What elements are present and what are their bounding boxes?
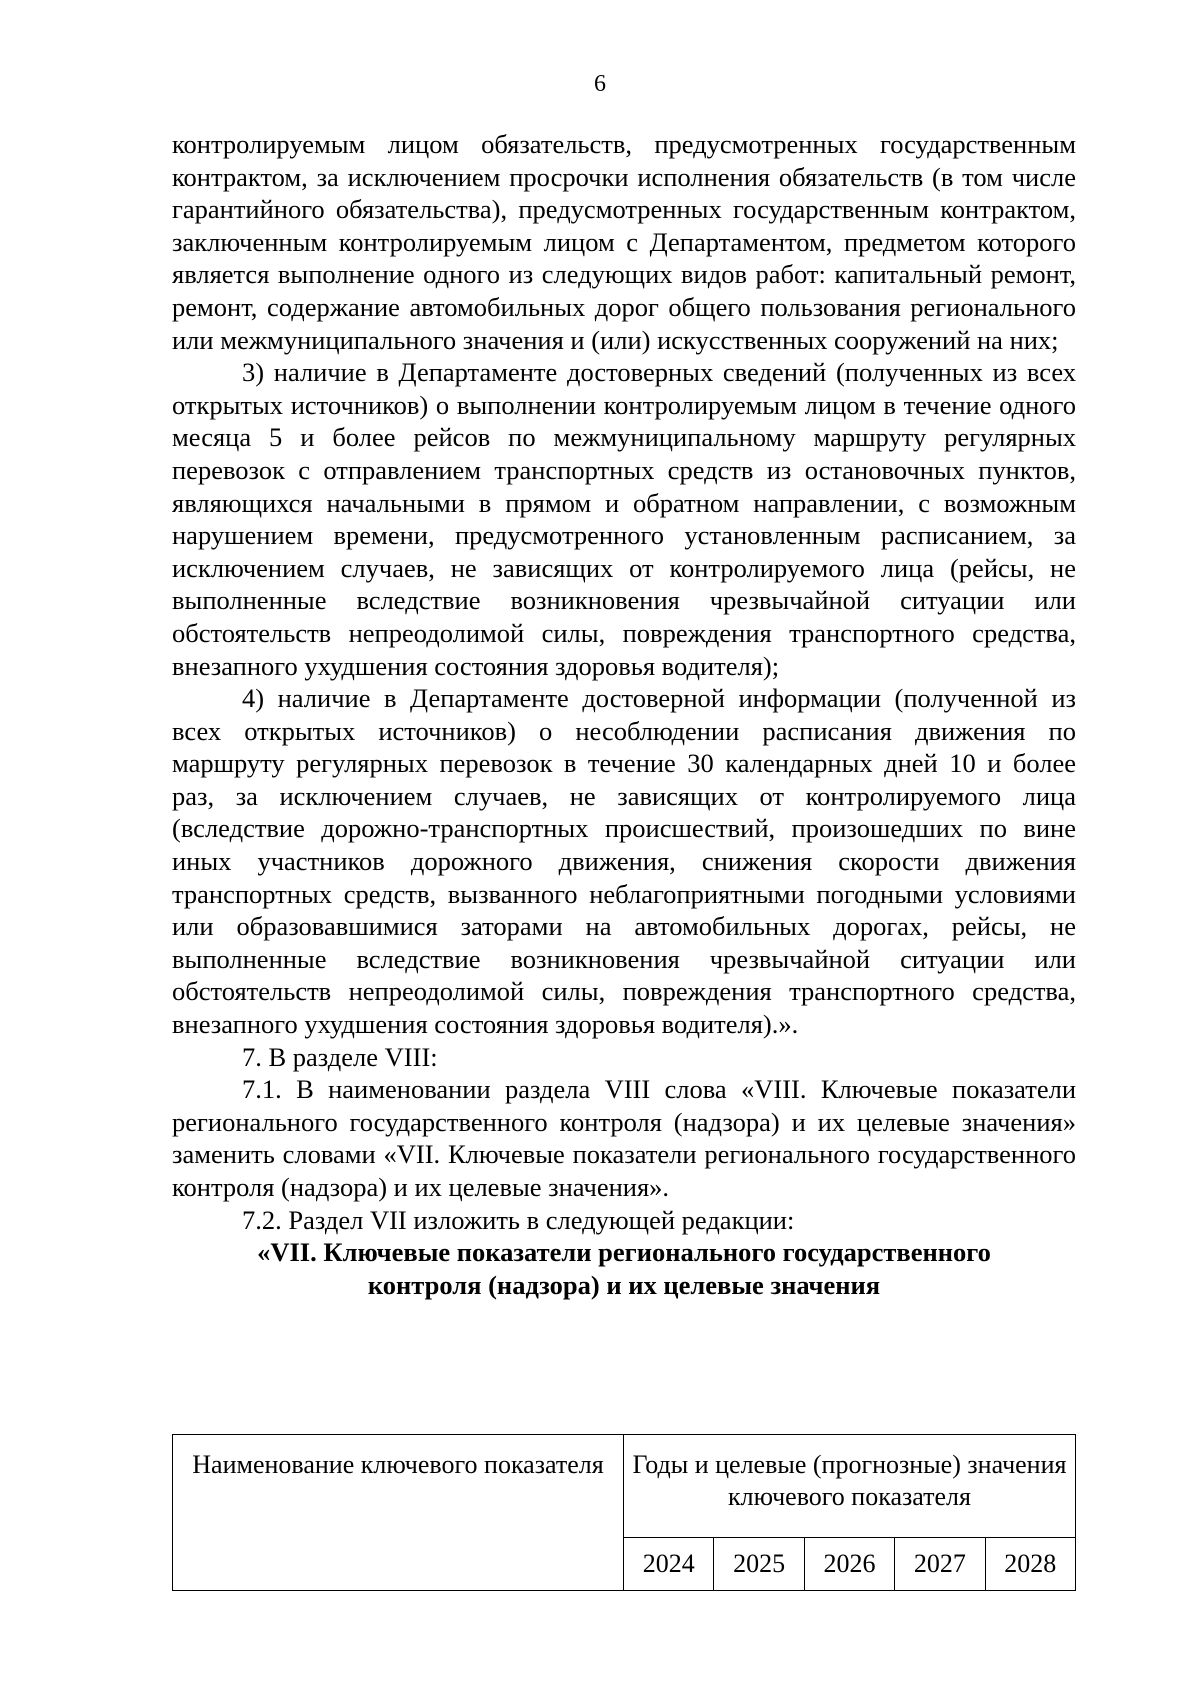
paragraph-point-7-1: 7.1. В наименовании раздела VIII слова «VIII. Ключевые показатели регионального государственного контроля (надзора) и их целевые значения» заменить словами «VII. Ключевые показатели регионального государственного контроля (надзора) и их целевые значения». bbox=[172, 1074, 1076, 1202]
year-cell: 2028 bbox=[985, 1538, 1075, 1591]
paragraph-continuation: контролируемым лицом обязательств, предусмотренных государственным контрактом, за исключением просрочки исполнения обязательств (в том числе гарантийного обязательства), предусмотренных государственным контрактом, заключенным контролируемым лицом с Департаментом, предметом которого является выполнение одного из следующих видов работ: капитальный ремонт, ремонт, содержание автомобильных дорог общего пользования регионального или межмуниципального значения и (или) искусственных сооружений на них; bbox=[172, 129, 1076, 355]
section-heading-line-1: «VII. Ключевые показатели регионального государственного bbox=[257, 1237, 991, 1268]
document-body bbox=[172, 128, 1076, 1301]
year-cell: 2024 bbox=[624, 1538, 714, 1591]
kpi-name-header bbox=[173, 1435, 624, 1591]
paragraph-point-7: 7. В разделе VIII: bbox=[242, 1041, 438, 1072]
year-cell: 2025 bbox=[714, 1538, 804, 1591]
paragraph-item-3: 3) наличие в Департаменте достоверных сведений (полученных из всех открытых источников) о выполнении контролируемым лицом в течение одного месяца 5 и более рейсов по межмуниципальному маршруту регулярных перевозок с отправлением транспортных средств из остановочных пунктов, являющихся начальными в прямом и обратном направлении, с возможным нарушением времени, предусмотренного установленным расписанием, за исключением случаев, не зависящих от контролируемого лица (рейсы, не выполненные вследствие возникновения чрезвычайной ситуации или обстоятельств непреодолимой силы, повреждения транспортного средства, внезапного ухудшения состояния здоровья водителя); bbox=[172, 357, 1076, 681]
table-header-row bbox=[173, 1435, 1076, 1538]
years-header-text: Годы и целевые (прогнозные) значения ключевого показателя bbox=[632, 1450, 1067, 1511]
years-header bbox=[624, 1435, 1076, 1538]
year-cell: 2026 bbox=[804, 1538, 894, 1591]
year-cell: 2027 bbox=[895, 1538, 985, 1591]
paragraph-item-4: 4) наличие в Департаменте достоверной информации (полученной из всех открытых источников) о несоблюдении расписания движения по маршруту регулярных перевозок в течение 30 календарных дней 10 и более раз, за исключением случаев, не зависящих от контролируемого лица (вследствие дорожно-транспортных происшествий, произошедших по вине иных участников дорожного движения, снижения скорости движения транспортных средств, вызванного неблагоприятными погодными условиями или образовавшимися заторами на автомобильных дорогах, рейсы, не выполненные вследствие возникновения чрезвычайной ситуации или обстоятельств непреодолимой силы, повреждения транспортного средства, внезапного ухудшения состояния здоровья водителя).». bbox=[172, 683, 1076, 1040]
section-heading bbox=[172, 1236, 1076, 1301]
section-heading-line-2: контроля (надзора) и их целевые значения bbox=[367, 1269, 881, 1300]
page-number: 6 bbox=[594, 71, 606, 97]
kpi-table bbox=[172, 1434, 1076, 1591]
paragraph-point-7-2: 7.2. Раздел VII изложить в следующей редакции: bbox=[242, 1204, 795, 1235]
kpi-name-header-text: Наименование ключевого показателя bbox=[192, 1450, 604, 1479]
